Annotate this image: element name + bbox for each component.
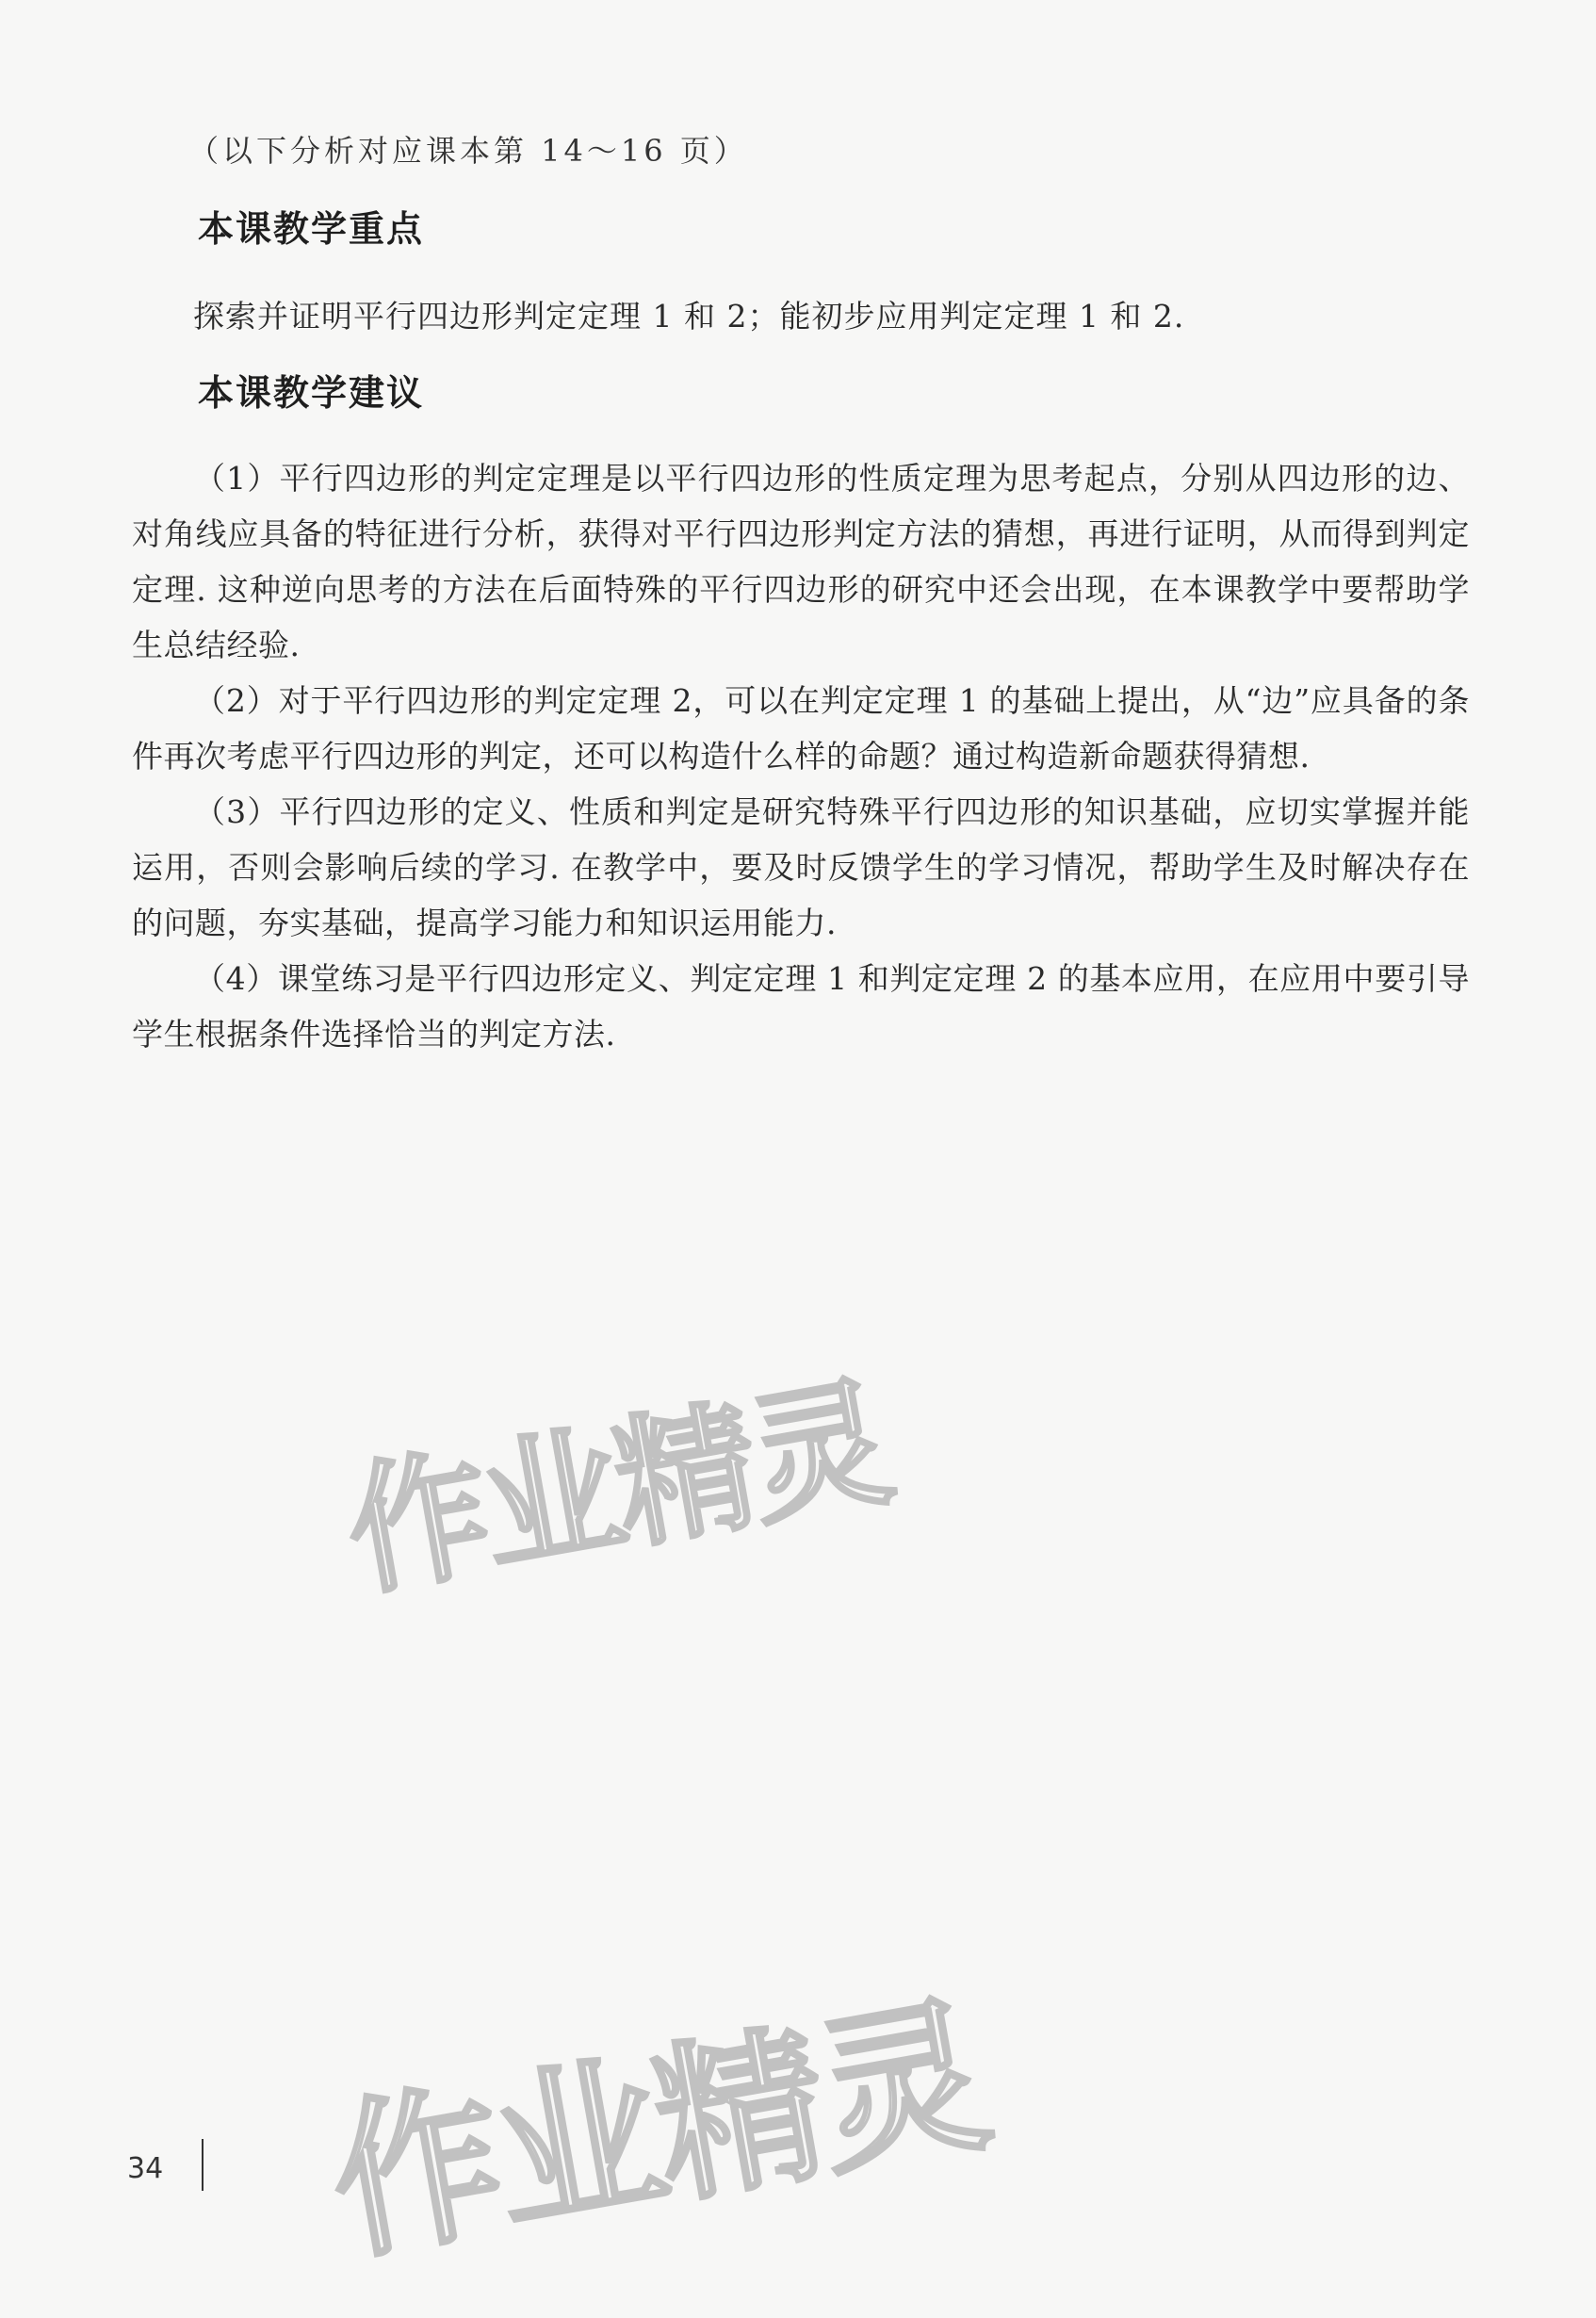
page-number-divider xyxy=(202,2139,204,2191)
teaching-suggestions-heading: 本课教学建议 xyxy=(198,372,425,414)
watermark-logo: 作业精灵 xyxy=(317,1977,998,2286)
teaching-focus-text: 探索并证明平行四边形判定定理 1 和 2；能初步应用判定定理 1 和 2. xyxy=(193,298,1185,335)
source-note: （以下分析对应课本第 14～16 页） xyxy=(188,133,748,169)
page-number: 34 xyxy=(127,2152,164,2185)
teaching-suggestions-body xyxy=(132,450,1470,1062)
teaching-focus-heading: 本课教学重点 xyxy=(198,208,425,250)
suggestion-paragraph-4: （4）课堂练习是平行四边形定义、判定定理 1 和判定定理 2 的基本应用，在应用中要引导学生根据条件选择恰当的判定方法. xyxy=(132,960,1470,1053)
suggestion-paragraph-1: （1）平行四边形的判定定理是以平行四边形的性质定理为思考起点，分别从四边形的边、对角线应具备的特征进行分析，获得对平行四边形判定方法的猜想，再进行证明，从而得到判定定理. 这种逆向思考的方法在后面特殊的平行四边形的研究中还会出现，在本课教学中要帮助学生总结经验. xyxy=(132,460,1470,663)
suggestion-paragraph-3: （3）平行四边形的定义、性质和判定是研究特殊平行四边形的知识基础，应切实掌握并能运用，否则会影响后续的学习. 在教学中，要及时反馈学生的学习情况，帮助学生及时解决存在的问题，夯实基础，提高学习能力和知识运用能力. xyxy=(132,793,1470,941)
suggestion-paragraph-2: （2）对于平行四边形的判定定理 2，可以在判定定理 1 的基础上提出，从“边”应具备的条件再次考虑平行四边形的判定，还可以构造什么样的命题？通过构造新命题获得猜想. xyxy=(132,682,1470,775)
watermark-logo: 作业精灵 xyxy=(335,1361,899,1617)
